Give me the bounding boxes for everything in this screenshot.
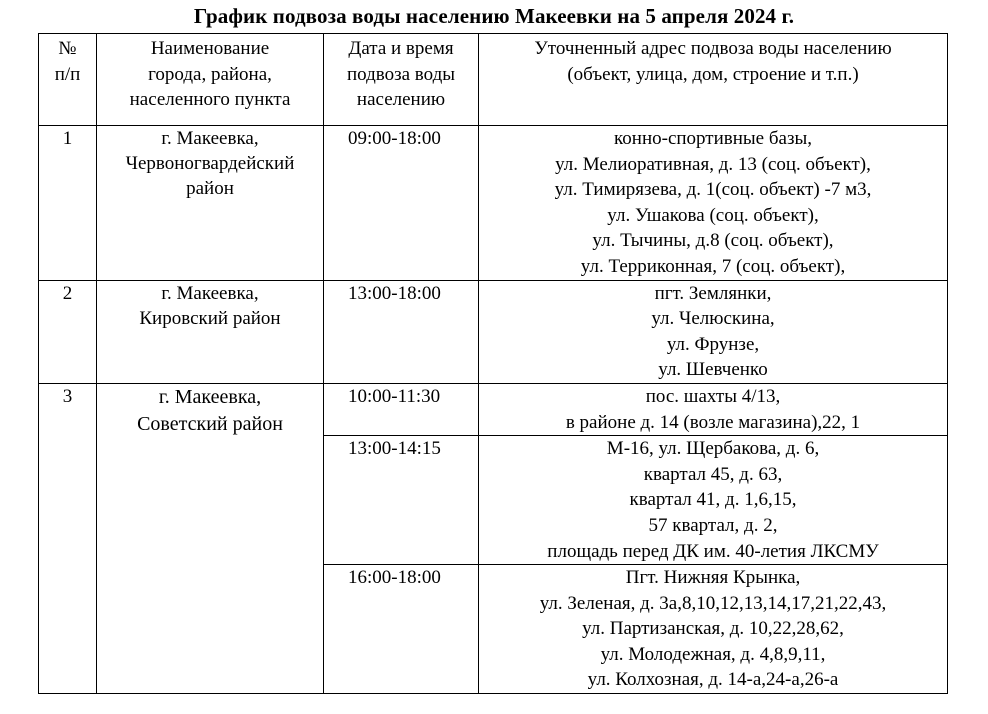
- row-number: 3: [39, 383, 97, 693]
- document-title: График подвоза воды населению Макеевки на 5 апреля 2024 г.: [193, 4, 795, 28]
- delivery-address: Пгт. Нижняя Крынка, ул. Зеленая, д. 3а,8,10,12,13,14,17,21,22,43, ул. Партизанская, д. 10,22,28,62, ул. Молодежная, д. 4,8,9,11, ул. Колхозная, д. 14-а,24-а,26-а: [479, 565, 948, 694]
- row-number: 1: [39, 126, 97, 281]
- table-row: [39, 383, 948, 435]
- table-row: [39, 280, 948, 383]
- row-number: 2: [39, 280, 97, 383]
- header-number: № п/п: [39, 34, 97, 126]
- delivery-time: 13:00-14:15: [324, 436, 479, 565]
- header-address: Уточненный адрес подвоза воды населению (объект, улица, дом, строение и т.п.): [479, 34, 948, 126]
- header-time: Дата и время подвоза воды населению: [324, 34, 479, 126]
- delivery-time: 16:00-18:00: [324, 565, 479, 694]
- table-row: [39, 126, 948, 281]
- delivery-address: конно-спортивные базы, ул. Мелиоративная, д. 13 (соц. объект), ул. Тимирязева, д. 1(соц. объект) -7 м3, ул. Ушакова (соц. объект), ул. Тычины, д.8 (соц. объект), ул. Терриконная, 7 (соц. объект),: [479, 126, 948, 281]
- table-header-row: [39, 34, 948, 126]
- delivery-time: 13:00-18:00: [324, 280, 479, 383]
- header-place: Наименование города, района, населенного пункта: [97, 34, 324, 126]
- district-name: г. Макеевка, Кировский район: [97, 280, 324, 383]
- delivery-address: пгт. Землянки, ул. Челюскина, ул. Фрунзе, ул. Шевченко: [479, 280, 948, 383]
- district-name: г. Макеевка, Советский район: [97, 383, 324, 693]
- district-name: г. Макеевка, Червоногвардейский район: [97, 126, 324, 281]
- water-schedule-table: [38, 33, 948, 694]
- delivery-address: пос. шахты 4/13, в районе д. 14 (возле магазина),22, 1: [479, 383, 948, 435]
- delivery-address: М-16, ул. Щербакова, д. 6, квартал 45, д. 63, квартал 41, д. 1,6,15, 57 квартал, д. 2, площадь перед ДК им. 40-летия ЛКСМУ: [479, 436, 948, 565]
- delivery-time: 09:00-18:00: [324, 126, 479, 281]
- delivery-time: 10:00-11:30: [324, 383, 479, 435]
